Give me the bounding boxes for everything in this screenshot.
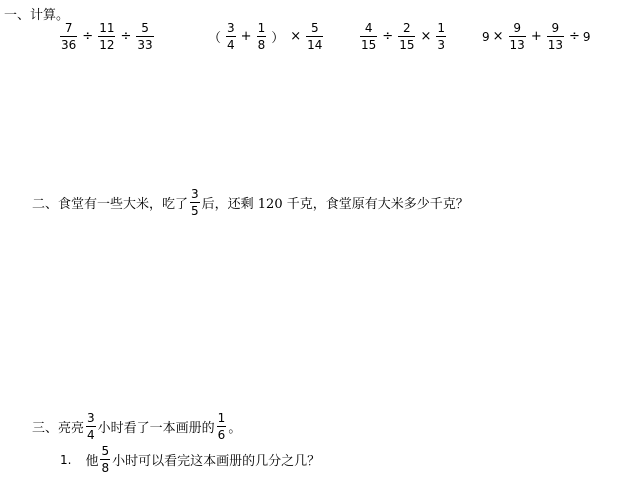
denominator: 14	[307, 38, 323, 52]
question-text: 他	[85, 454, 99, 469]
fraction	[257, 22, 267, 51]
fraction	[136, 22, 153, 51]
operator: ×	[420, 29, 432, 44]
question-text: 二、食堂有一些大米，吃了	[32, 197, 189, 212]
fraction	[98, 22, 115, 51]
fraction	[86, 412, 96, 441]
numerator: 1	[257, 21, 266, 35]
numerator: 11	[99, 21, 115, 35]
question-text: 小时看了一本画册的	[97, 421, 215, 436]
expression-4	[482, 22, 591, 51]
numerator: 1	[217, 411, 226, 425]
section3-subquestion-1	[60, 445, 320, 474]
denominator: 13	[547, 38, 564, 52]
fraction	[60, 22, 77, 51]
fraction	[100, 445, 110, 474]
numerator: 9	[513, 21, 521, 35]
operator: ×	[492, 29, 504, 44]
operator: ÷	[382, 29, 394, 44]
denominator: 15	[361, 38, 377, 52]
fraction	[398, 22, 415, 51]
numerator: 5	[101, 444, 110, 458]
fraction	[509, 22, 526, 51]
operator: +	[530, 29, 542, 44]
number: 9	[582, 29, 591, 44]
question-text: 。	[228, 421, 242, 436]
section2-question	[32, 188, 469, 217]
numerator: 5	[310, 21, 319, 35]
expression-2	[205, 22, 325, 51]
denominator: 36	[61, 38, 77, 52]
denominator: 8	[101, 461, 110, 475]
fraction	[226, 22, 236, 51]
numerator: 1	[437, 21, 446, 35]
denominator: 15	[399, 38, 415, 52]
fraction	[547, 22, 564, 51]
open-paren: （	[208, 31, 222, 46]
fraction	[436, 22, 446, 51]
numerator: 4	[364, 21, 373, 35]
denominator: 5	[191, 204, 199, 218]
section3-question	[32, 412, 241, 441]
numerator: 5	[141, 21, 149, 35]
operator: ÷	[82, 29, 94, 44]
fraction	[360, 22, 377, 51]
numerator: 3	[191, 187, 199, 201]
numerator: 3	[87, 411, 95, 425]
question-text: 小时可以看完这本画册的几分之几？	[112, 454, 321, 469]
numerator: 3	[227, 21, 235, 35]
fraction	[190, 188, 200, 217]
numerator: 7	[64, 21, 73, 35]
denominator: 12	[99, 38, 115, 52]
denominator: 33	[137, 38, 153, 52]
denominator: 8	[257, 38, 266, 52]
denominator: 13	[509, 38, 525, 52]
question-text: 后，还剩 120 千克，食堂原有大米多少千克？	[201, 197, 469, 212]
expression-3	[358, 22, 448, 51]
fraction	[306, 22, 323, 51]
question-text: 三、亮亮	[32, 421, 85, 436]
operator: ÷	[120, 29, 132, 44]
fraction	[217, 412, 227, 441]
close-paren: ）	[271, 31, 285, 46]
denominator: 3	[437, 38, 446, 52]
expression-1	[58, 22, 156, 51]
number: 9	[482, 29, 490, 44]
denominator: 4	[227, 38, 235, 52]
subquestion-number: 1.	[60, 452, 72, 467]
operator: ×	[290, 29, 302, 44]
operator: +	[240, 29, 252, 44]
operator: ÷	[569, 29, 580, 44]
numerator: 2	[403, 21, 411, 35]
numerator: 9	[551, 21, 560, 35]
denominator: 4	[87, 428, 95, 442]
section1-heading: 一、计算。	[4, 8, 70, 23]
denominator: 6	[217, 428, 226, 442]
